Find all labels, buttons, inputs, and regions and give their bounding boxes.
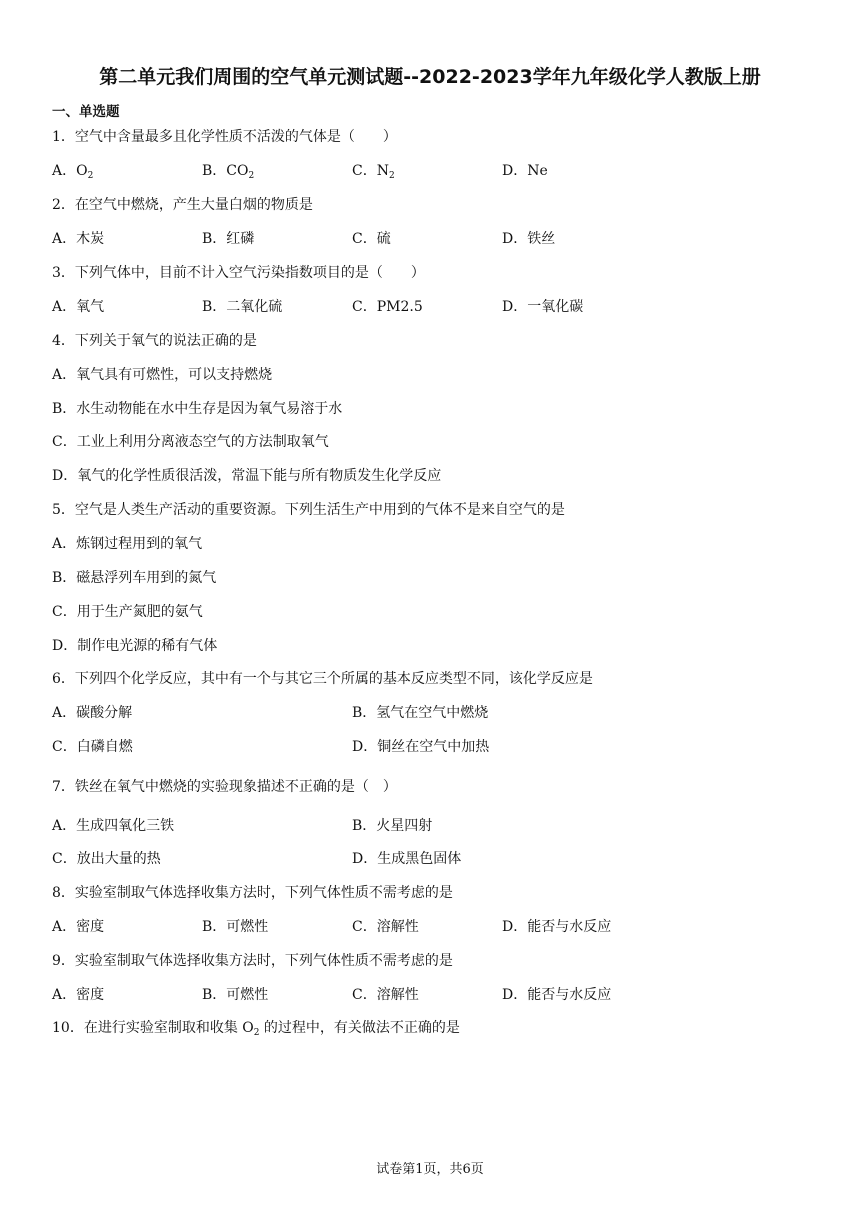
q5-option-d: D．制作电光源的稀有气体 [52, 638, 218, 654]
question-8: 8．实验室制取气体选择收集方法时，下列气体性质不需考虑的是 [52, 885, 453, 901]
question-4: 4．下列关于氧气的说法正确的是 [52, 333, 257, 349]
q7-option-c: C．放出大量的热 [52, 851, 161, 867]
q4-option-b: B．水生动物能在水中生存是因为氧气易溶于水 [52, 401, 343, 417]
question-3: 3．下列气体中，目前不计入空气污染指数项目的是（ ） [52, 265, 425, 281]
question-7: 7．铁丝在氧气中燃烧的实验现象描述不正确的是（ ） [52, 779, 397, 795]
q9-option-c: C．溶解性 [352, 987, 419, 1003]
q2-option-a: A．木炭 [52, 231, 105, 247]
q8-option-a: A．密度 [52, 919, 105, 935]
q3-option-a: A．氧气 [52, 299, 105, 315]
q8-option-b: B．可燃性 [202, 919, 269, 935]
q5-option-c: C．用于生产氮肥的氨气 [52, 604, 203, 620]
q2-option-c: C．硫 [352, 231, 391, 247]
q5-option-a: A．炼钢过程用到的氧气 [52, 536, 203, 552]
q3-option-c: C．PM2.5 [352, 299, 423, 315]
q6-option-d: D．铜丝在空气中加热 [352, 739, 490, 755]
q2-option-b: B．红磷 [202, 231, 255, 247]
question-10: 10．在进行实验室制取和收集 $O_2$ 的过程中，有关做法不正确的是 [52, 1020, 460, 1038]
q1-option-a: A．$O_2$ [52, 163, 94, 181]
q3-option-b: B．二氧化硫 [202, 299, 283, 315]
q3-option-d: D．一氧化碳 [502, 299, 584, 315]
q5-option-b: B．磁悬浮列车用到的氮气 [52, 570, 217, 586]
q6-option-c: C．白磷自燃 [52, 739, 133, 755]
q1-option-b: B．$CO_2$ [202, 163, 255, 181]
section-heading: 一、单选题 [52, 104, 120, 120]
q1-option-c: C．$N_2$ [352, 163, 395, 181]
q9-option-b: B．可燃性 [202, 987, 269, 1003]
q9-option-d: D．能否与水反应 [502, 987, 612, 1003]
q7-option-a: A．生成四氧化三铁 [52, 818, 175, 834]
question-5: 5．空气是人类生产活动的重要资源。下列生活生产中用到的气体不是来自空气的是 [52, 502, 565, 518]
q9-option-a: A．密度 [52, 987, 105, 1003]
q4-option-c: C．工业上利用分离液态空气的方法制取氧气 [52, 434, 329, 450]
q6-option-b: B．氢气在空气中燃烧 [352, 705, 489, 721]
q1-option-d: D．Ne [502, 163, 548, 179]
q8-option-d: D．能否与水反应 [502, 919, 612, 935]
page-title: 第二单元我们周围的空气单元测试题--2022-2023学年九年级化学人教版上册 [99, 66, 761, 88]
q7-option-b: B．火星四射 [352, 818, 433, 834]
q6-option-a: A．碳酸分解 [52, 705, 133, 721]
q7-option-d: D．生成黑色固体 [352, 851, 462, 867]
q2-option-d: D．铁丝 [502, 231, 556, 247]
q4-option-a: A．氧气具有可燃性，可以支持燃烧 [52, 367, 273, 383]
q4-option-d: D．氧气的化学性质很活泼，常温下能与所有物质发生化学反应 [52, 468, 442, 484]
question-1: 1．空气中含量最多且化学性质不活泼的气体是（ ） [52, 129, 397, 145]
page-footer: 试卷第1页，共6页 [376, 1162, 484, 1177]
q8-option-c: C．溶解性 [352, 919, 419, 935]
question-9: 9．实验室制取气体选择收集方法时，下列气体性质不需考虑的是 [52, 953, 453, 969]
question-2: 2．在空气中燃烧，产生大量白烟的物质是 [52, 197, 313, 213]
question-6: 6．下列四个化学反应，其中有一个与其它三个所属的基本反应类型不同，该化学反应是 [52, 671, 593, 687]
